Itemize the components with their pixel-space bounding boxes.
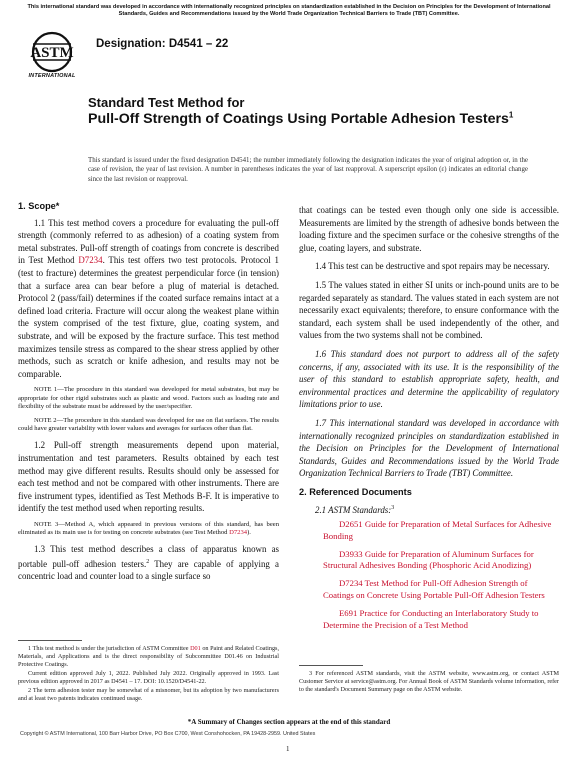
note-3-text-a: NOTE 3—Method A, which appeared in previous versions of this standard, has been eliminated as its main use is for testing on concrete substrates (see Test Method	[18, 520, 279, 537]
footnote-mark-3: 3	[391, 505, 395, 512]
para-1-1-text-b: . This test offers two test protocols. Protocol 1 (test to fracture) determines the greatest perpendicular force (in tension) that a surface area can bear before a plug of material is detached. Protocol 2 (pass/fail) determines if the coated surface remains intact at a defined load criteria. Fracture will occur along the weakest plane within the system comprised of the test fixture, glue, coating system, and substrate, and will be exposed by the fracture surface. This test method maximizes tensile stress as compared to the shear stress applied by other methods, such as scratch or knife adhesion, and results may not be comparable.	[18, 255, 279, 379]
footnote-1	[18, 645, 279, 669]
title-line-2	[88, 111, 528, 128]
footnote-1-text-b: on Paint and Related Coatings, Materials, and Applications and is the direct responsibility of Subcommittee D01.46 on Industrial Protective Coatings.	[18, 645, 279, 668]
astm-standards-text: 2.1 ASTM Standards:	[315, 505, 392, 516]
footnotes-left	[18, 640, 279, 704]
reference-title[interactable]: Guide for Preparation of Metal Surfaces for Adhesive Bonding	[323, 519, 552, 541]
para-1-1	[18, 217, 279, 381]
para-1-3-text-a: 1.3 This test method describes a class of apparatus known as portable pull-off adhesion testers.	[18, 544, 279, 569]
copyright: Copyright © ASTM International, 100 Barr Harbor Drive, PO Box C700, West Conshohocken, PA 19428-2959. United States	[20, 731, 316, 737]
title-footnote-mark: 1	[508, 110, 514, 120]
title-main: Pull-Off Strength of Coatings Using Portable Adhesion Testers	[88, 111, 509, 127]
reference-code[interactable]: D2651	[339, 519, 363, 530]
referenced-documents-heading: 2. Referenced Documents	[299, 486, 412, 497]
footnote-mark-2: 2	[146, 558, 150, 565]
note-3-text-b: ).	[247, 529, 251, 537]
astm-logo-mark	[24, 30, 80, 76]
reference-item	[299, 578, 559, 602]
astm-logo	[24, 30, 80, 78]
document-title	[88, 95, 528, 128]
note-1: NOTE 1—The procedure in this standard was developed for metal substrates, but may be appropriate for other rigid substrates such as plastic and wood. Factors such as loading rate and flexibility of the substrate must be addressed by the user/specifier.	[18, 386, 279, 410]
reference-list	[299, 519, 559, 631]
left-column	[18, 200, 279, 589]
footnotes-right	[299, 665, 559, 695]
footnote-1-edition: Current edition approved July 1, 2022. Published July 2022. Originally approved in 1993. Last previous edition approved in 2017 as D4541 – 17. DOI: 10.1520/D4541-22.	[18, 670, 279, 685]
para-1-6: 1.6 This standard does not purport to address all of the safety concerns, if any, associated with its use. It is the responsibility of the user of this standard to establish appropriate safety, health, and environmental practices and determine the applicability of regulatory limitations prior to use.	[299, 348, 559, 410]
para-1-7: 1.7 This international standard was developed in accordance with internationally recognized principles on standardization established in the Decision on Principles for the Development of International Standards, Guides and Recommendations issued by the World Trade Organization Technical Barriers to Trade (TBT) Committee.	[299, 417, 559, 479]
tbt-notice: This international standard was developed in accordance with internationally recognized principles on standardization established in the Decision on Principles for the Development of International Standards, Guides and Recommendations issued by the World Trade Organization Technical Barriers to Trade (TBT) Committee.	[27, 4, 551, 18]
para-1-3-text-b: They are capable of applying a concentric load and counter load to a single surface so	[18, 558, 280, 582]
astm-standards-label	[299, 502, 559, 517]
reference-title[interactable]: Test Method for Pull-Off Adhesion Strength of Coatings on Concrete Using Portable Pull-Off Adhesion Testers	[323, 578, 545, 601]
footnote-divider	[18, 640, 82, 641]
reference-title[interactable]: Practice for Conducting an Interlaboratory Study to Determine the Precision of a Test Method	[323, 607, 539, 630]
issued-under-note: This standard is issued under the fixed designation D4541; the number immediately following the designation indicates the year of original adoption or, in the case of revision, the year of last revision. A number in parentheses indicates the year of last reapproval. A superscript epsilon (ε) indicates an editorial change since the last revision or reapproval.	[88, 157, 528, 183]
para-1-3	[18, 543, 279, 583]
designation: Designation: D4541 – 22	[96, 38, 229, 50]
footnote-1-text-a: 1 This test method is under the jurisdiction of ASTM Committee	[28, 645, 191, 652]
para-1-2: 1.2 Pull-off strength measurements depend upon material, instrumentation and test parameters. Results obtained by each test method may give different results. Results should only be assessed for each test method and not be compared with other instruments. There are five instrument types, identified as Test Methods B-F. It is imperative to identify the test method used when reporting results.	[18, 440, 279, 514]
link-d7234-note[interactable]: D7234	[229, 529, 248, 537]
note-3	[18, 521, 279, 537]
summary-of-changes-note: *A Summary of Changes section appears at the end of this standard	[187, 718, 391, 726]
page-number: 1	[286, 745, 290, 753]
title-line-1: Standard Test Method for	[88, 95, 245, 110]
reference-title[interactable]: Guide for Preparation of Aluminum Surfaces for Structural Adhesives Bonding (Phosphoric Acid Anodizing)	[323, 548, 534, 571]
note-2: NOTE 2—The procedure in this standard was developed for use on flat surfaces. The results could have greater variability with lower values and averages for surfaces other than flat.	[18, 416, 279, 433]
footnote-3-text: 3 For referenced ASTM standards, visit the ASTM website, www.astm.org, or contact ASTM Customer Service at service@astm.org. For Annual Book of ASTM Standards volume information, refer to the standard's Document Summary page on the ASTM website.	[299, 670, 559, 693]
reference-item	[299, 519, 559, 543]
reference-code[interactable]: E691	[339, 607, 358, 618]
right-column	[299, 204, 559, 637]
scope-heading: 1. Scope*	[18, 201, 60, 211]
reference-code[interactable]: D3933	[339, 548, 363, 559]
para-1-3-continued: that coatings can be tested even though only one side is accessible. Measurements are limited by the strength of adhesive bonds between the loading fixture and the specimen surface or the cohesive strengths of the glue, coating layers, and substrate.	[299, 205, 559, 253]
footnote-list	[18, 645, 279, 703]
logo-letters: ASTM	[30, 45, 74, 61]
logo-caption: INTERNATIONAL	[28, 73, 76, 79]
reference-item	[299, 549, 559, 573]
para-1-4: 1.4 This test can be destructive and spot repairs may be necessary.	[315, 261, 550, 272]
link-d7234[interactable]: D7234	[78, 255, 103, 266]
reference-code[interactable]: D7234	[339, 578, 363, 589]
para-1-1-text-a: 1.1 This test method covers a procedure for evaluating the pull-off strength (commonly referred to as adhesion) of a coating system from metal substrates. Pull-off strength of coatings from concrete is described in Test Method	[18, 217, 279, 266]
para-1-5: 1.5 The values stated in either SI units or inch-pound units are to be regarded separately as standard. The values stated in each system are not necessarily exact equivalents; therefore, to ensure conformance with the standard, each system shall be used independently of the other, and values from the two systems shall not be combined.	[299, 279, 559, 341]
link-d01[interactable]: D01	[190, 645, 201, 652]
reference-item	[299, 608, 559, 632]
footnote-2: 2 The term adhesion tester may be somewhat of a misnomer, but its adoption by two manufacturers and at least two patents indicates continued usage.	[18, 687, 279, 702]
footnote-3	[299, 670, 559, 694]
footnote-divider	[299, 665, 363, 666]
